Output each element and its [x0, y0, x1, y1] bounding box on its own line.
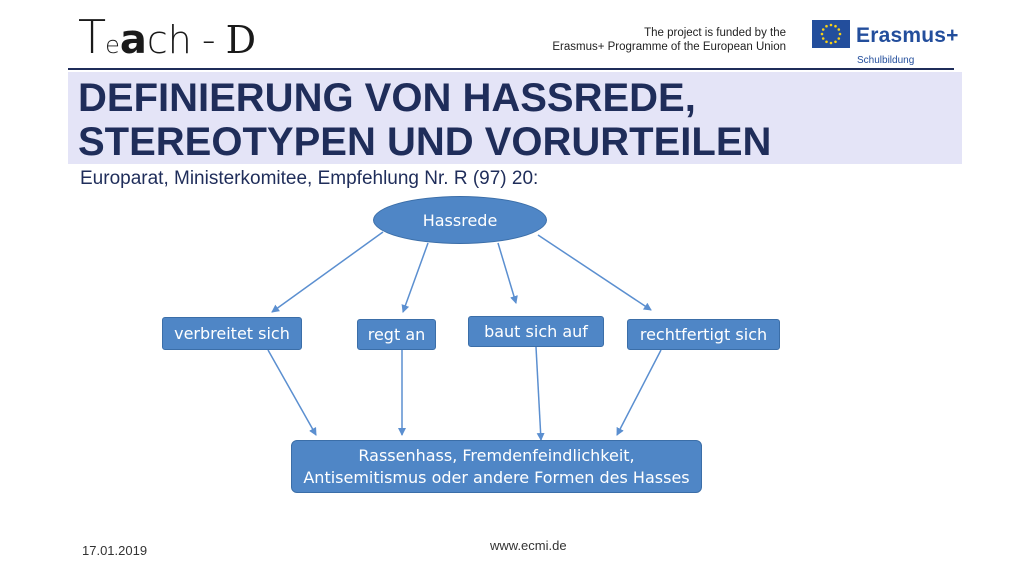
logo-letter: ch	[146, 18, 192, 62]
arrow-root-to-rechtfertigt	[538, 235, 651, 310]
title-line-2: STEREOTYPEN UND VORURTEILEN	[78, 120, 772, 164]
footer-date: 17.01.2019	[82, 543, 148, 558]
logo-letter: D	[225, 18, 257, 62]
footer-url: www.ecmi.de	[490, 538, 567, 553]
funding-line-2: Erasmus+ Programme of the European Union	[552, 41, 786, 53]
arrow-baut-to-target	[536, 347, 541, 440]
node-hassrede: Hassrede	[373, 196, 547, 244]
node-forms-of-hatred	[291, 440, 702, 493]
arrow-rechtfertigt-to-target	[617, 350, 661, 435]
node-baut-sich-auf: baut sich auf	[468, 316, 604, 347]
funding-line-1: The project is funded by the	[644, 27, 786, 39]
arrow-root-to-regt	[403, 243, 428, 312]
node-rechtfertigt-sich: rechtfertigt sich	[627, 319, 780, 350]
target-line-1: Rassenhass, Fremdenfeindlichkeit,	[358, 445, 635, 465]
title-line-1: DEFINIERUNG VON HASSREDE,	[78, 76, 696, 120]
arrow-root-to-verbreitet	[272, 232, 383, 312]
source-citation: Europarat, Ministerkomitee, Empfehlung Nr. R (97) 20:	[80, 168, 539, 189]
target-line-2: Antisemitismus oder andere Formen des Hasses	[303, 467, 690, 487]
node-regt-an: regt an	[357, 319, 436, 350]
arrow-verbreitet-to-target	[268, 350, 316, 435]
node-verbreitet-sich: verbreitet sich	[162, 317, 302, 350]
logo-letter: -	[201, 18, 216, 62]
erasmus-plus-logo: Erasmus+	[856, 24, 959, 47]
erasmus-subtitle: Schulbildung	[857, 55, 915, 66]
logo-letter: e	[105, 31, 120, 59]
logo-letter: T	[78, 10, 106, 64]
logo-letter: a	[119, 17, 147, 63]
arrow-root-to-baut	[498, 243, 516, 303]
